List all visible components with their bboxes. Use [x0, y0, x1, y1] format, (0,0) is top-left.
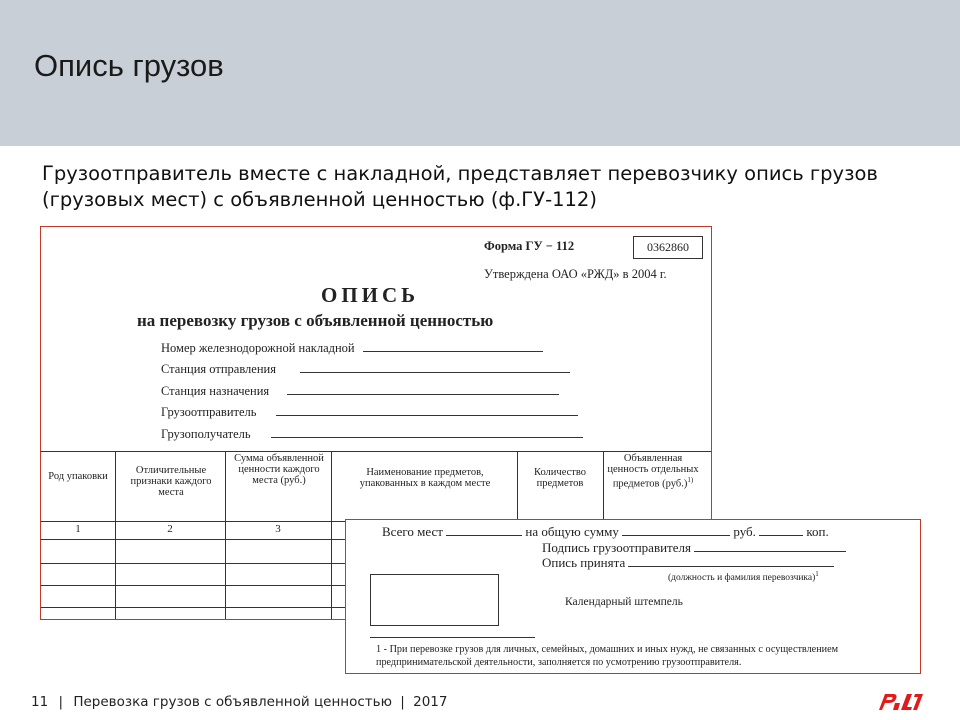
column-header: [607, 453, 699, 490]
field-shipper: [161, 405, 578, 420]
table-rule: [41, 451, 711, 452]
footer-separator: |: [400, 694, 405, 710]
field-label: Грузоотправитель: [161, 405, 257, 419]
field-waybill-number: [161, 341, 543, 356]
field-destination-station: [161, 384, 559, 399]
position-note-text: (должность и фамилия перевозчика): [668, 573, 816, 584]
position-note-mark: 1: [815, 570, 819, 578]
field-label: Станция отправления: [161, 362, 276, 376]
accepted-row: [542, 555, 834, 571]
stamp-label: Календарный штемпель: [565, 596, 683, 608]
kop-line: [759, 525, 803, 536]
sum-line: [622, 525, 730, 536]
column-number: 1: [75, 523, 81, 535]
field-label: Станция назначения: [161, 384, 270, 398]
inventory-form-bottom: [345, 519, 921, 674]
accepted-line: [628, 556, 834, 567]
column-header: Отличительные признаки каждого места: [130, 465, 212, 498]
intro-text: Грузоотправитель вместе с накладной, представляет перевозчику опись грузов (грузовых мест) с объявленной ценностью (ф.ГУ-112): [42, 162, 878, 211]
slide-header: [0, 0, 960, 146]
footnote: 1 - При перевозке грузов для личных, семейных, домашних и иных нужд, не связанных с осуществлением предпринимательской деятельности, заполняется по усмотрению грузоотправителя.: [376, 644, 839, 668]
signature-label: Подпись грузоотправителя: [542, 540, 691, 555]
form-subtitle: на перевозку грузов с объявленной ценностью: [137, 311, 494, 330]
column-footnote-mark: 1): [687, 476, 694, 484]
table-col-rule: [331, 451, 332, 619]
footnote-rule: [370, 637, 535, 638]
column-header: Сумма объявленной ценности каждого места (руб.): [234, 453, 324, 486]
column-header: Род упаковки: [48, 471, 108, 482]
footer-title: Перевозка грузов с объявленной ценностью: [73, 694, 392, 710]
field-line: [287, 384, 559, 395]
totals-row: [382, 524, 829, 540]
kop-label: коп.: [806, 524, 829, 539]
position-note: [668, 570, 819, 583]
slide-title: Опись грузов: [34, 48, 224, 83]
table-col-rule: [225, 451, 226, 619]
field-line: [363, 341, 543, 352]
footer-year: 2017: [413, 694, 448, 710]
rub-label: руб.: [733, 524, 756, 539]
table-col-rule: [115, 451, 116, 619]
form-label: Форма ГУ − 112: [484, 239, 575, 253]
field-line: [271, 427, 583, 438]
page-number: 11: [31, 694, 49, 710]
places-line: [446, 525, 522, 536]
field-line: [276, 405, 578, 416]
approval-note: Утверждена ОАО «РЖД» в 2004 г.: [484, 267, 667, 281]
sum-label: на общую сумму: [525, 524, 619, 539]
signature-line: [694, 541, 846, 552]
column-header-text: Объявленная ценность отдельных предметов (руб.): [607, 453, 699, 490]
footer-separator: |: [58, 694, 64, 710]
column-number: 2: [167, 523, 173, 535]
places-label: Всего мест: [382, 524, 443, 539]
rzd-logo-icon: [876, 690, 924, 712]
form-title: ОПИСЬ: [321, 283, 420, 307]
accepted-label: Опись принята: [542, 555, 626, 570]
field-line: [300, 362, 570, 373]
column-header: Количество предметов: [533, 467, 587, 489]
field-consignee: [161, 427, 583, 442]
field-departure-station: [161, 362, 570, 377]
field-label: Грузополучатель: [161, 427, 251, 441]
column-number: 3: [275, 523, 281, 535]
column-header: Наименование предметов, упакованных в каждом месте: [359, 467, 491, 489]
field-label: Номер железнодорожной накладной: [161, 341, 355, 355]
form-number: 0362860: [633, 236, 703, 259]
signature-row: [542, 540, 846, 556]
stamp-box: [370, 574, 499, 626]
slide-footer: [31, 694, 447, 710]
